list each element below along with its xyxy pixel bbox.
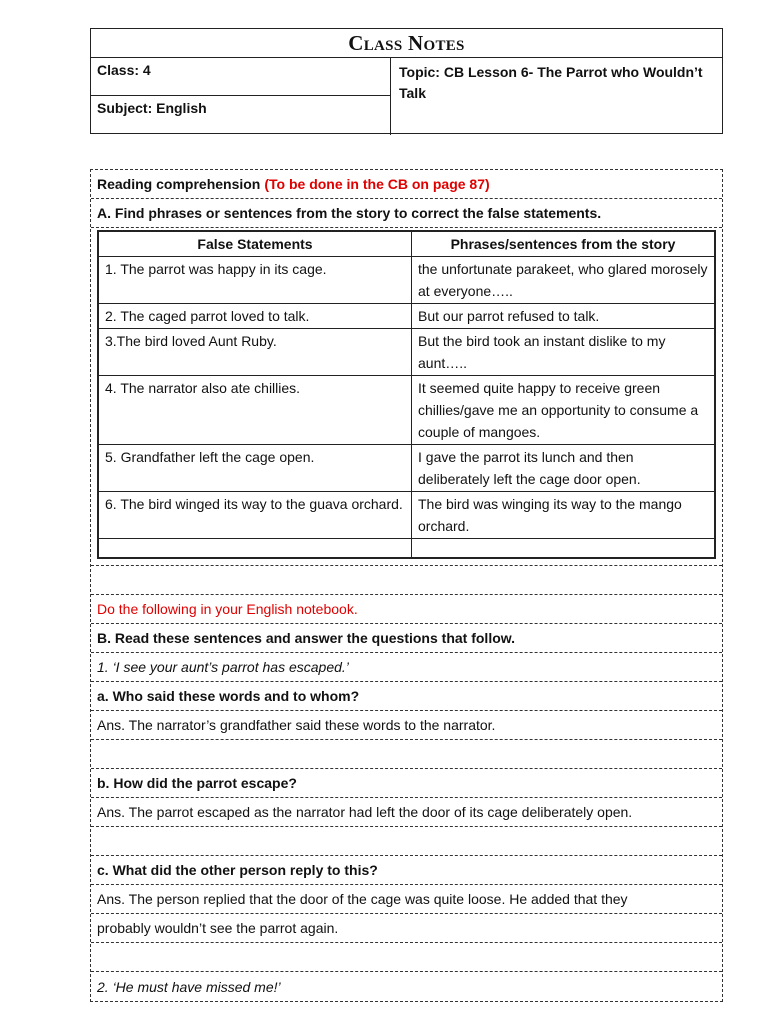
table-row [98,257,715,304]
table-cell: I gave the parrot its lunch and then deliberately left the cage door open. [412,445,716,492]
question-a: a. Who said these words and to whom? [91,682,722,711]
table-cell: The bird was winging its way to the mango orchard. [412,492,716,539]
notebook-note: Do the following in your English notebook. [91,595,722,624]
class-label: Class: 4 [91,58,390,96]
class-notes-header [90,28,723,134]
false-statements-table [97,230,716,559]
reading-comprehension-row [91,170,722,199]
blank-line [91,566,722,595]
table-cell: 3.The bird loved Aunt Ruby. [98,329,412,376]
column-header: False Statements [98,231,412,257]
question-c: c. What did the other person reply to this? [91,856,722,885]
quote-2: 2. ‘He must have missed me!’ [97,978,281,995]
table-row [98,304,715,329]
answer-c-line-1: Ans. The person replied that the door of the cage was quite loose. He added that they [91,885,722,914]
blank-line [91,827,722,856]
answer-a: Ans. The narrator’s grandfather said these words to the narrator. [91,711,722,740]
false-statements-table-wrap [91,228,722,566]
table-cell: But our parrot refused to talk. [412,304,716,329]
answer-c-line-2: probably wouldn’t see the parrot again. [91,914,722,943]
section-a-instruction: A. Find phrases or sentences from the story to correct the false statements. [91,199,722,228]
table-cell: 1. The parrot was happy in its cage. [98,257,412,304]
table-row [98,329,715,376]
table-cell [98,539,412,559]
table-cell: 6. The bird winged its way to the guava orchard. [98,492,412,539]
header-grid [91,58,722,135]
worksheet [90,169,723,1002]
quote-1: 1. ‘I see your aunt’s parrot has escaped.’ [91,653,722,682]
blank-line [91,740,722,769]
question-b: b. How did the parrot escape? [91,769,722,798]
topic-label: Topic: CB Lesson 6- The Parrot who Wouldn’t Talk [399,64,703,101]
table-cell: 2. The caged parrot loved to talk. [98,304,412,329]
table-row [98,445,715,492]
answer-b: Ans. The parrot escaped as the narrator had left the door of its cage deliberately open. [91,798,722,827]
table-cell: 5. Grandfather left the cage open. [98,445,412,492]
table-cell: It seemed quite happy to receive green chillies/gave me an opportunity to consume a couple of mangoes. [412,376,716,445]
subject-label: Subject: English [97,100,207,116]
reading-label: Reading comprehension [97,176,261,192]
reading-note: (To be done in the CB on page 87) [264,176,490,192]
table-cell: But the bird took an instant dislike to my aunt….. [412,329,716,376]
table-cell [412,539,716,559]
section-b-instruction: B. Read these sentences and answer the questions that follow. [91,624,722,653]
blank-line [91,943,722,972]
table-row [98,492,715,539]
page-title: Class Notes [91,29,722,58]
table-row [98,376,715,445]
table-row-empty [98,539,715,559]
header-left [91,58,391,135]
column-header: Phrases/sentences from the story [412,231,716,257]
table-cell: 4. The narrator also ate chillies. [98,376,412,445]
table-cell: the unfortunate parakeet, who glared morosely at everyone….. [412,257,716,304]
table-header-row [98,231,715,257]
